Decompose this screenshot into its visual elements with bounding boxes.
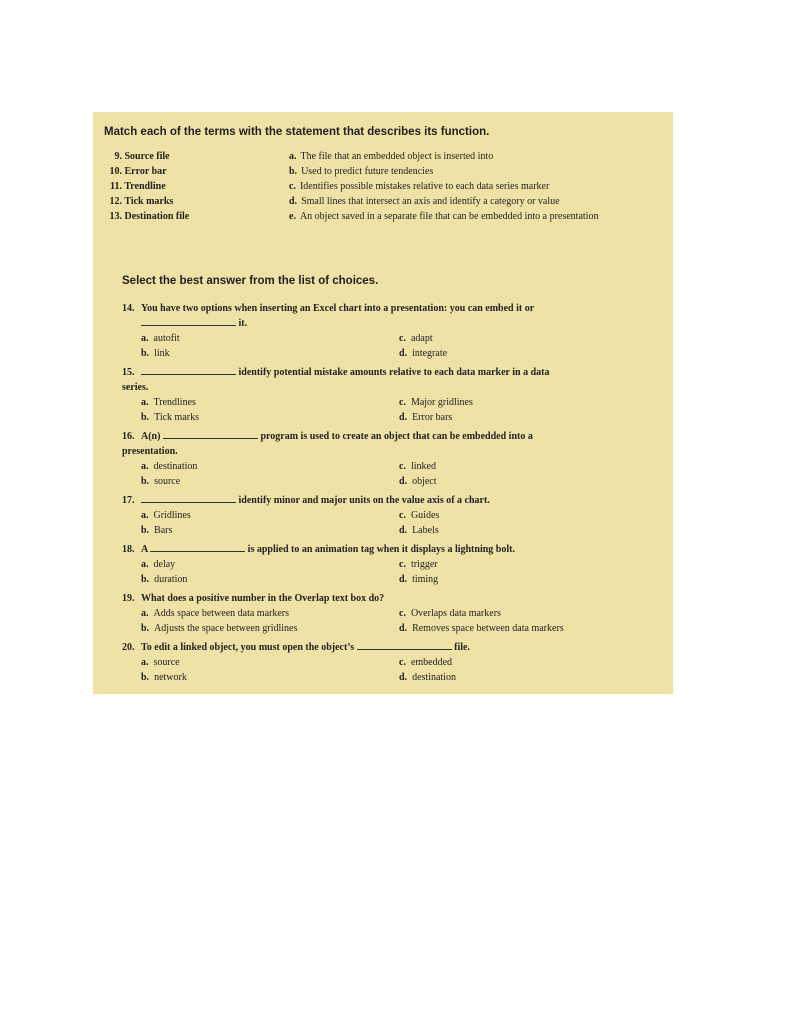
term-label: Error bar	[124, 166, 167, 177]
option-letter: a.	[141, 333, 149, 344]
option-text: object	[412, 476, 437, 487]
option-text: destination	[153, 461, 198, 472]
option-letter: d.	[399, 348, 408, 359]
answer-option[interactable]	[141, 395, 196, 410]
question-text-continued: presentation.	[122, 446, 178, 457]
option-text: adapt	[410, 333, 433, 344]
option-text: duration	[154, 574, 188, 585]
matching-term	[103, 164, 167, 179]
answer-option[interactable]	[141, 557, 175, 572]
answer-option[interactable]	[141, 346, 170, 361]
option-letter: c.	[399, 559, 406, 570]
matching-definition	[289, 149, 493, 164]
matching-definition	[289, 164, 433, 179]
option-letter: c.	[399, 608, 406, 619]
question-number: 16.	[122, 431, 135, 442]
matching-definition	[289, 179, 549, 194]
term-label: Source file	[124, 151, 170, 162]
term-number: 13.	[109, 211, 122, 222]
term-label: Tick marks	[124, 196, 174, 207]
option-text: timing	[412, 574, 439, 585]
answer-blank	[141, 316, 236, 326]
question-text: A(n)	[141, 431, 161, 442]
matching-row	[93, 194, 673, 209]
answer-blank	[357, 640, 452, 650]
matching-term	[103, 149, 170, 164]
option-letter: b.	[141, 574, 150, 585]
question-number: 18.	[122, 544, 135, 555]
definition-letter: a.	[289, 151, 297, 162]
answer-option[interactable]	[399, 557, 438, 572]
answer-option[interactable]	[399, 572, 438, 587]
definition-text: Small lines that intersect an axis and identify a category or value	[301, 196, 560, 207]
option-letter: a.	[141, 510, 149, 521]
option-text: autofit	[153, 333, 180, 344]
option-text: linked	[410, 461, 436, 472]
option-text: Guides	[410, 510, 440, 521]
answer-option[interactable]	[141, 508, 191, 523]
question-number: 15.	[122, 367, 135, 378]
matching-row	[93, 149, 673, 164]
option-letter: c.	[399, 461, 406, 472]
matching-definition	[289, 194, 560, 209]
question-text: You have two options when inserting an Excel chart into a presentation: you can embed it or	[141, 303, 535, 314]
question-number: 14.	[122, 303, 135, 314]
answer-option[interactable]	[399, 331, 433, 346]
option-letter: d.	[399, 574, 408, 585]
answer-option[interactable]	[141, 621, 297, 636]
question-text-end: identify minor and major units on the value axis of a chart.	[238, 495, 490, 506]
question-text-end: identify potential mistake amounts relative to each data marker in a data	[238, 367, 550, 378]
matching-term	[103, 194, 173, 209]
answer-option[interactable]	[141, 655, 180, 670]
answer-option[interactable]	[399, 606, 501, 621]
option-text: Error bars	[412, 412, 453, 423]
option-letter: d.	[399, 672, 408, 683]
multiple-choice-heading: Select the best answer from the list of choices.	[122, 275, 379, 287]
question-text-end: it.	[238, 318, 248, 329]
option-letter: c.	[399, 397, 406, 408]
option-text: delay	[153, 559, 176, 570]
answer-option[interactable]	[141, 523, 172, 538]
question	[122, 640, 622, 655]
option-text: trigger	[410, 559, 438, 570]
answer-blank	[141, 365, 236, 375]
answer-option[interactable]	[141, 606, 289, 621]
review-panel	[93, 112, 673, 694]
term-number: 12.	[109, 196, 122, 207]
option-letter: c.	[399, 333, 406, 344]
answer-option[interactable]	[141, 331, 180, 346]
option-text: network	[154, 672, 187, 683]
answer-option[interactable]	[141, 459, 197, 474]
matching-row	[93, 164, 673, 179]
matching-row	[93, 179, 673, 194]
option-letter: b.	[141, 476, 150, 487]
option-text: Major gridlines	[410, 397, 473, 408]
answer-option[interactable]	[399, 655, 452, 670]
option-letter: b.	[141, 525, 150, 536]
option-text: Bars	[154, 525, 173, 536]
option-letter: d.	[399, 525, 408, 536]
answer-option[interactable]	[399, 474, 437, 489]
option-text: Overlaps data markers	[410, 608, 501, 619]
definition-letter: e.	[289, 211, 296, 222]
definition-letter: b.	[289, 166, 298, 177]
option-text: Removes space between data markers	[412, 623, 564, 634]
question-text-end: program is used to create an object that can be embedded into a	[260, 431, 533, 442]
option-letter: c.	[399, 657, 406, 668]
matching-term	[103, 209, 189, 224]
question-number: 17.	[122, 495, 135, 506]
option-text: source	[153, 657, 180, 668]
option-letter: d.	[399, 412, 408, 423]
question-text: A	[141, 544, 148, 555]
question-text-end: is applied to an animation tag when it displays a lightning bolt.	[247, 544, 515, 555]
answer-option[interactable]	[399, 523, 439, 538]
question-number: 20.	[122, 642, 135, 653]
option-text: Labels	[412, 525, 439, 536]
definition-text: Identifies possible mistakes relative to each data series marker	[299, 181, 550, 192]
option-letter: a.	[141, 608, 149, 619]
definition-text: The file that an embedded object is inserted into	[300, 151, 494, 162]
term-label: Trendline	[124, 181, 166, 192]
question-text: What does a positive number in the Overlap text box do?	[141, 593, 385, 604]
option-letter: b.	[141, 672, 150, 683]
term-label: Destination file	[124, 211, 190, 222]
answer-option[interactable]	[399, 670, 456, 685]
definition-letter: d.	[289, 196, 298, 207]
question-text-end: file.	[454, 642, 470, 653]
answer-blank	[150, 542, 245, 552]
question	[122, 542, 622, 557]
option-text: Tick marks	[154, 412, 199, 423]
option-text: embedded	[410, 657, 453, 668]
option-text: link	[154, 348, 170, 359]
option-text: integrate	[412, 348, 448, 359]
option-letter: a.	[141, 397, 149, 408]
option-text: Trendlines	[153, 397, 196, 408]
question	[122, 493, 622, 508]
option-letter: a.	[141, 657, 149, 668]
matching-definition	[289, 209, 598, 224]
answer-option[interactable]	[399, 395, 473, 410]
option-text: destination	[412, 672, 456, 683]
definition-text: Used to predict future tendencies	[301, 166, 434, 177]
term-number: 10.	[109, 166, 122, 177]
option-text: Adjusts the space between gridlines	[154, 623, 298, 634]
answer-option[interactable]	[399, 410, 452, 425]
answer-blank	[141, 493, 236, 503]
option-letter: a.	[141, 559, 149, 570]
option-letter: b.	[141, 623, 150, 634]
definition-text: An object saved in a separate file that can be embedded into a presentation	[299, 211, 599, 222]
answer-option[interactable]	[141, 410, 199, 425]
term-number: 9.	[114, 151, 122, 162]
question-number: 19.	[122, 593, 135, 604]
option-letter: a.	[141, 461, 149, 472]
answer-option[interactable]	[141, 474, 180, 489]
option-letter: b.	[141, 348, 150, 359]
answer-option[interactable]	[399, 508, 439, 523]
option-letter: b.	[141, 412, 150, 423]
option-letter: d.	[399, 623, 408, 634]
question-text: To edit a linked object, you must open the object’s	[141, 642, 355, 653]
option-letter: c.	[399, 510, 406, 521]
question	[122, 591, 622, 606]
answer-option[interactable]	[399, 621, 564, 636]
matching-heading: Match each of the terms with the statement that describes its function.	[104, 126, 490, 138]
answer-option[interactable]	[399, 346, 447, 361]
definition-letter: c.	[289, 181, 296, 192]
question	[122, 429, 622, 459]
question	[122, 301, 622, 331]
question	[122, 365, 622, 395]
option-text: source	[154, 476, 181, 487]
option-text: Gridlines	[153, 510, 191, 521]
matching-row	[93, 209, 673, 224]
option-letter: d.	[399, 476, 408, 487]
answer-blank	[163, 429, 258, 439]
matching-term	[103, 179, 166, 194]
option-text: Adds space between data markers	[153, 608, 289, 619]
answer-option[interactable]	[399, 459, 436, 474]
question-text-continued: series.	[122, 382, 149, 393]
term-number: 11.	[110, 181, 122, 192]
answer-option[interactable]	[141, 572, 187, 587]
answer-option[interactable]	[141, 670, 187, 685]
